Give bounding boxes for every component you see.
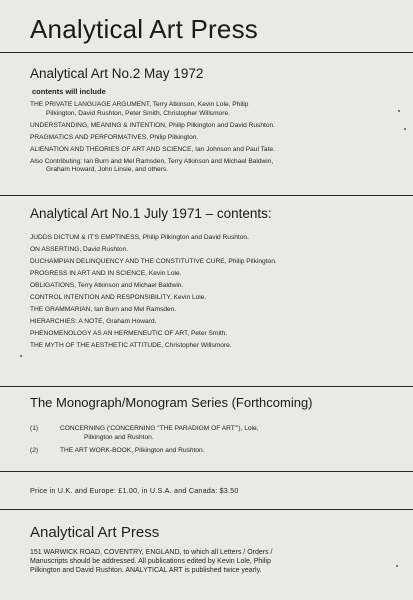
item-text: Also Contributing: Ian Burn and Mel Ramsden, Terry Atkinson and Michael Baldwin, bbox=[30, 157, 274, 165]
list-item bbox=[30, 158, 390, 175]
item-text: ALIENATION AND THEORIES OF ART AND SCIENCE, Ian Johnson and Paul Tate. bbox=[30, 145, 275, 153]
issue2-heading: Analytical Art No.2 May 1972 bbox=[30, 66, 204, 81]
rule-top bbox=[0, 52, 413, 53]
monograph-heading: The Monograph/Monogram Series (Forthcoming) bbox=[30, 395, 313, 410]
footer-line: Manuscripts should be addressed. All publications edited by Kevin Lole, Philip bbox=[30, 557, 271, 565]
paper-speck bbox=[396, 565, 398, 567]
rule-before-price bbox=[0, 471, 413, 472]
list-item bbox=[30, 122, 390, 131]
price-line: Price in U.K. and Europe: £1.00, in U.S.A. and Canada: $3.50 bbox=[30, 486, 239, 495]
footer-line: 151 WARWICK ROAD, COVENTRY, ENGLAND, to which all Letters / Orders / bbox=[30, 549, 273, 556]
item-text-cont: Graham Howard, John Linsie, and others. bbox=[46, 166, 169, 174]
rule-after-issue1 bbox=[0, 386, 413, 387]
list-item bbox=[30, 447, 390, 456]
paper-speck bbox=[404, 128, 406, 130]
list-item: OBLIGATIONS, Terry Atkinson and Michael Baldwin. bbox=[30, 281, 184, 289]
list-item: ON ASSERTING, David Rushton. bbox=[30, 245, 129, 253]
item-text-cont: Pilkington, David Rushton, Peter Smith, Christopher Willsmore. bbox=[46, 109, 230, 117]
list-item: HIERARCHIES: A NOTE, Graham Howard. bbox=[30, 317, 157, 325]
item-text: THE PRIVATE LANGUAGE ARGUMENT, Terry Atkinson, Kevin Lole, Philip bbox=[30, 101, 249, 108]
footer-line: Pilkington and David Rushton. ANALYTICAL ART is published twice yearly. bbox=[30, 566, 262, 574]
rule-after-issue2 bbox=[0, 195, 413, 196]
item-number: (2) bbox=[30, 447, 39, 455]
item-number: (1) bbox=[30, 425, 39, 432]
issue1-contents-list bbox=[30, 234, 390, 354]
issue1-heading: Analytical Art No.1 July 1971 – contents: bbox=[30, 206, 272, 221]
issue2-contents-list bbox=[30, 101, 390, 177]
list-item bbox=[30, 146, 390, 155]
item-text: PRAGMATICS AND PERFORMATIVES, Philip Pilkington. bbox=[30, 133, 199, 141]
list-item: PHENOMENOLOGY AS AN HERMENEUTIC OF ART, Peter Smith. bbox=[30, 329, 228, 337]
paper-speck bbox=[20, 355, 22, 357]
footer-address bbox=[30, 549, 390, 575]
item-text: THE ART WORK-BOOK, Pilkington and Rushton. bbox=[60, 447, 205, 455]
issue2-subheading: contents will include bbox=[32, 87, 106, 96]
footer-heading: Analytical Art Press bbox=[30, 524, 160, 541]
list-item bbox=[30, 425, 390, 442]
masthead-title: Analytical Art Press bbox=[30, 14, 258, 44]
list-item bbox=[30, 101, 390, 118]
list-item: JUDDS DICTUM & IT'S EMPTINESS, Philip Pilkington and David Rushton. bbox=[30, 234, 249, 241]
rule-before-footer bbox=[0, 509, 413, 510]
paper-speck bbox=[398, 110, 400, 112]
item-text: CONCERNING ('CONCERNING "THE PARADIGM OF ART"'), Lole, bbox=[60, 425, 259, 432]
item-text: UNDERSTANDING, MEANING & INTENTION, Philip Pilkington and David Rushton. bbox=[30, 121, 276, 129]
list-item: PROGRESS IN ART AND IN SCIENCE, Kevin Lole. bbox=[30, 269, 182, 277]
list-item: DUCHAMPIAN DELINQUENCY AND THE CONSTITUTIVE CURE, Philip Pilkington. bbox=[30, 257, 277, 265]
list-item: THE MYTH OF THE AESTHETIC ATTITUDE, Christopher Willsmore. bbox=[30, 341, 232, 349]
list-item: CONTROL INTENTION AND RESPONSIBILITY, Kevin Lole. bbox=[30, 293, 207, 301]
list-item: THE GRAMMARIAN, Ian Burn and Mel Ramsden. bbox=[30, 305, 177, 313]
list-item bbox=[30, 134, 390, 143]
item-text-cont: Pilkington and Rushton. bbox=[84, 433, 154, 441]
monograph-list bbox=[30, 425, 390, 461]
